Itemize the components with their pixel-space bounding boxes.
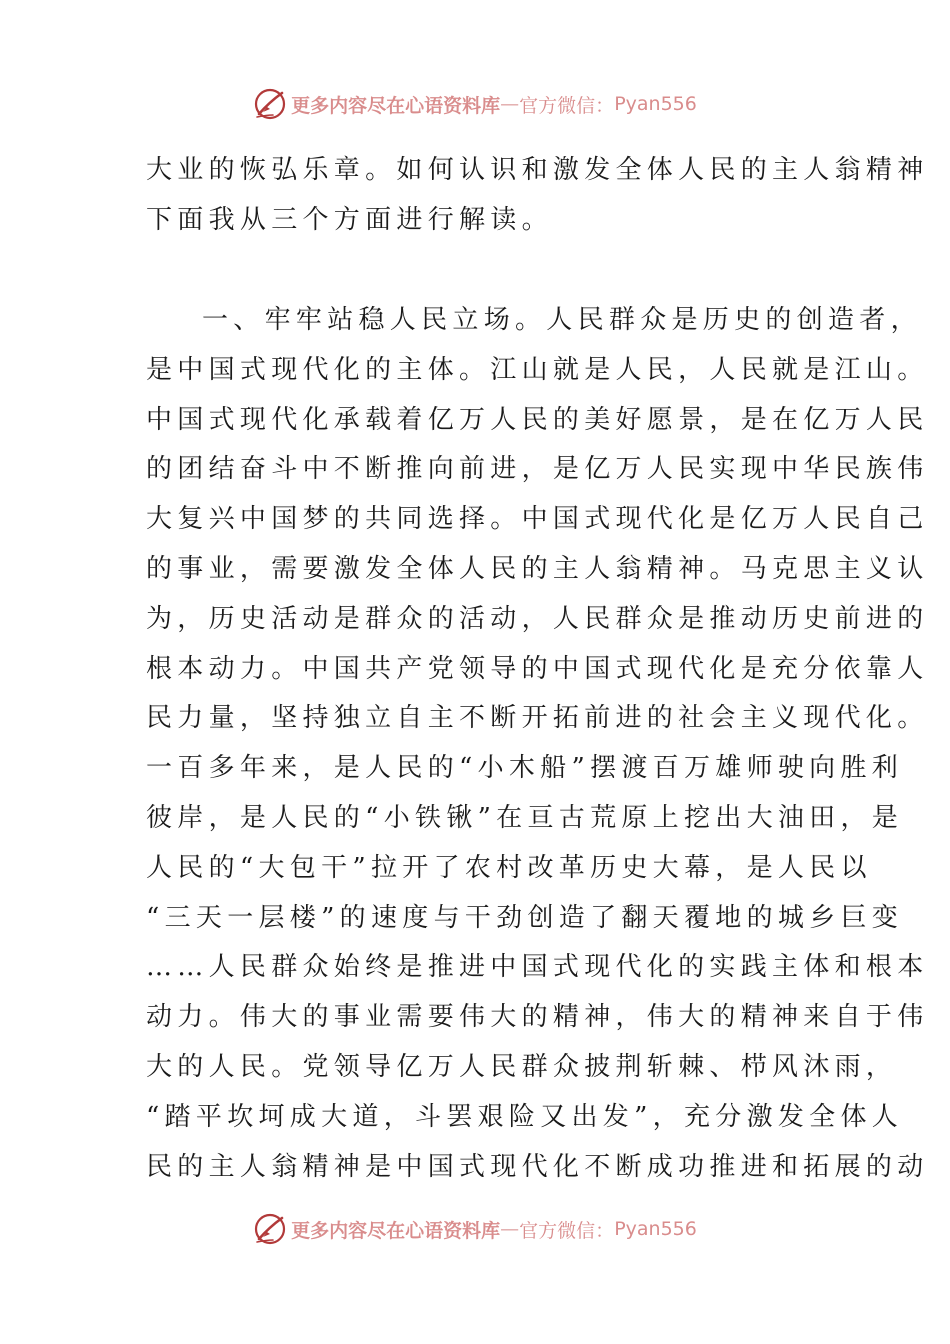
banner-brand: 更多内容尽在心语资料库 xyxy=(291,94,501,117)
text-line: 大的人民。党领导亿万人民群众披荆斩棘、栉风沐雨， xyxy=(146,1051,898,1082)
text-line: 是中国式现代化的主体。江山就是人民，人民就是江山。 xyxy=(146,354,929,385)
text-line: 大复兴中国梦的共同选择。中国式现代化是亿万人民自己 xyxy=(146,504,929,535)
banner-separator: — xyxy=(500,93,520,115)
pen-logo-icon xyxy=(253,1212,287,1246)
text-line: 的团结奋斗中不断推向前进，是亿万人民实现中华民族伟 xyxy=(146,454,929,485)
text-line: 人民的“大包干”拉开了农村改革历史大幕，是人民以 xyxy=(146,852,872,883)
pen-logo-icon xyxy=(253,87,287,121)
text-line: 为，历史活动是群众的活动，人民群众是推动历史前进的 xyxy=(146,603,929,634)
text-line: 的事业，需要激发全体人民的主人翁精神。马克思主义认 xyxy=(146,553,929,584)
banner-wechat-id: Pyan556 xyxy=(614,1218,697,1240)
text-line: 根本动力。中国共产党领导的中国式现代化是充分依靠人 xyxy=(146,653,929,684)
banner-contact-label: 官方微信： xyxy=(519,94,615,117)
text-line: 一百多年来，是人民的“小木船”摆渡百万雄师驶向胜利 xyxy=(146,753,904,784)
paragraph-continuation xyxy=(146,146,929,246)
banner-separator: — xyxy=(500,1218,520,1240)
text-line: 大业的恢弘乐章。如何认识和激发全体人民的主人翁精神 xyxy=(146,155,929,185)
text-line: “踏平坎坷成大道，斗罢艰险又出发”，充分激发全体人 xyxy=(146,1101,904,1132)
banner-wechat-id: Pyan556 xyxy=(614,93,697,115)
text-line: 彼岸，是人民的“小铁锹”在亘古荒原上挖出大油田，是 xyxy=(146,802,904,833)
text-line: ……人民群众始终是推进中国式现代化的实践主体和根本 xyxy=(146,952,929,983)
section-heading-line: 一、牢牢站稳人民立场。人民群众是历史的创造者， xyxy=(202,305,922,335)
footer-banner xyxy=(0,1209,950,1249)
banner-contact-label: 官方微信： xyxy=(519,1219,615,1242)
text-line: 下面我从三个方面进行解读。 xyxy=(146,204,553,235)
text-line: 中国式现代化承载着亿万人民的美好愿景，是在亿万人民 xyxy=(146,404,929,435)
text-line: 动力。伟大的事业需要伟大的精神，伟大的精神来自于伟 xyxy=(146,1002,929,1033)
paragraph-section-one xyxy=(146,296,929,1192)
text-line: “三天一层楼”的速度与干劲创造了翻天覆地的城乡巨变 xyxy=(146,902,904,933)
text-line: 民力量，坚持独立自主不断开拓前进的社会主义现代化。 xyxy=(146,703,929,734)
text-line: 民的主人翁精神是中国式现代化不断成功推进和拓展的动 xyxy=(146,1151,929,1182)
header-banner xyxy=(0,84,950,124)
banner-brand: 更多内容尽在心语资料库 xyxy=(291,1219,501,1242)
